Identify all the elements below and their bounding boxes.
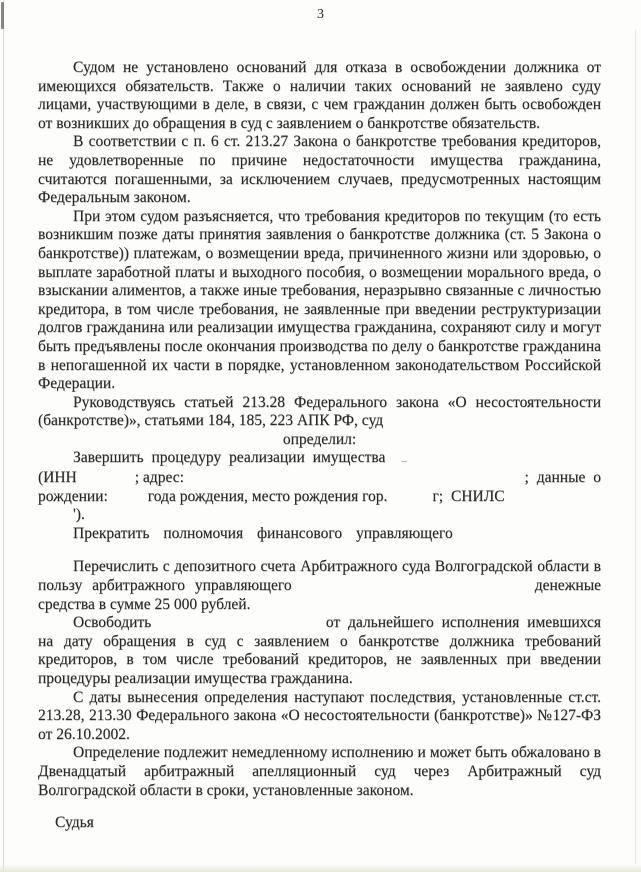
scan-edge-left bbox=[3, 0, 4, 872]
paragraph-current-claims: При этом судом разъясняется, что требования кредиторов по текущим (то есть возникшим позже даты принятия заявления о банкротстве должника (ст. 5 Закона о банкротстве)) платежам, о возмещении вреда, причиненного жизни или здоровью, о выплате заработной платы и выходного пособия, о возмещении морального вреда, о взыскании алиментов, а также иные требования, неразрывно связанные с личностью кредитора, в том числе требования, не заявленные при введении реструктуризации долгов гражданина или реализации имущества гражданина, сохраняют силу и могут быть предъявлены после окончания производства по делу о банкротстве гражданина в непогашенной их части в порядке, установленном законодательством Российской Федерации. bbox=[38, 207, 601, 393]
resolution-heading: определил: bbox=[282, 430, 357, 448]
judge-label: Судья bbox=[55, 814, 94, 832]
snils-label: г; СНИЛС bbox=[432, 487, 505, 505]
resolution-transfer-block bbox=[38, 558, 601, 614]
address-label: ; адрес: bbox=[134, 469, 184, 487]
scan-edge-right bbox=[635, 30, 636, 864]
line-inn-address bbox=[38, 469, 601, 488]
scan-edge-bottom bbox=[0, 864, 641, 872]
transfer-payee-text: пользу арбитражного управляющего bbox=[38, 577, 292, 595]
line-birth-data bbox=[38, 488, 601, 507]
resolution-release-line bbox=[38, 614, 601, 633]
resolution-terminate-manager: Прекратить полномочия финансового управляющего bbox=[73, 524, 453, 542]
birth-label: рождении: bbox=[38, 487, 108, 505]
transfer-funds-word: денежные bbox=[534, 577, 601, 595]
paragraph-appeal: Определение подлежит немедленному исполнению и может быть обжаловано в Двенадцатый арбитражный апелляционный суд через Арбитражный суд Волгоградской области в сроки, установленные законом. bbox=[38, 744, 601, 799]
release-head: Освободить bbox=[73, 614, 152, 632]
transfer-line-3: средства в сумме 25 000 рублей. bbox=[38, 595, 251, 613]
transfer-line-1: Перечислить с депозитного счета Арбитражного суда Волгоградской области в bbox=[73, 558, 601, 576]
document-body bbox=[38, 59, 601, 833]
paragraph-claims-settled: В соответствии с п. 6 ст. 213.27 Закона о банкротстве требования кредиторов, не удовлетворенные по причине недостаточности имущества гражданина, считаются погашенными, за исключением случаев, предусмотренных настоящим Федеральным законом. bbox=[38, 133, 601, 207]
complete-procedure-text: Завершить процедуру реализации имущества bbox=[73, 449, 386, 467]
paragraph-guided-by: Руководствуясь статьей 213.28 Федерального закона «О несостоятельности (банкротстве)», статьями 184, 185, 223 АПК РФ, суд bbox=[38, 393, 601, 430]
birth-place-text: года рождения, место рождения гор. bbox=[147, 487, 388, 505]
birth-data-lead: ; данные о bbox=[524, 469, 601, 487]
release-tail: от дальнейшего исполнения имевшихся bbox=[325, 614, 601, 632]
line-closing-paren: '). bbox=[73, 506, 85, 524]
page-number: 3 bbox=[317, 7, 324, 22]
redaction-remnant-mark: _ bbox=[401, 451, 407, 464]
resolution-complete-procedure bbox=[38, 449, 601, 469]
paragraph-consequences: С даты вынесения определения наступают последствия, установленные ст.ст. 213.28, 213.30 Федерального закона «О несостоятельности (банкротстве)» №127-ФЗ от 26.10.2002. bbox=[38, 688, 601, 743]
paragraph-discharge-grounds: Судом не установлено оснований для отказа в освобождении должника от имеющихся обязательств. Также о наличии таких оснований не заявлено суду лицами, участвующими в деле, в связи, с чем гражданин должен быть освобожден от возникших до обращения в суд с заявлением о банкротстве обязательств. bbox=[38, 59, 601, 132]
inn-label: (ИНН bbox=[38, 469, 77, 487]
transfer-line-2 bbox=[38, 577, 601, 596]
paragraph-release-rest: на дату обращения в суд с заявлением о банкротстве должника требований кредиторов, в том числе требований кредиторов, не заявленных при введении процедуры реализации имущества гражданина. bbox=[38, 632, 601, 687]
